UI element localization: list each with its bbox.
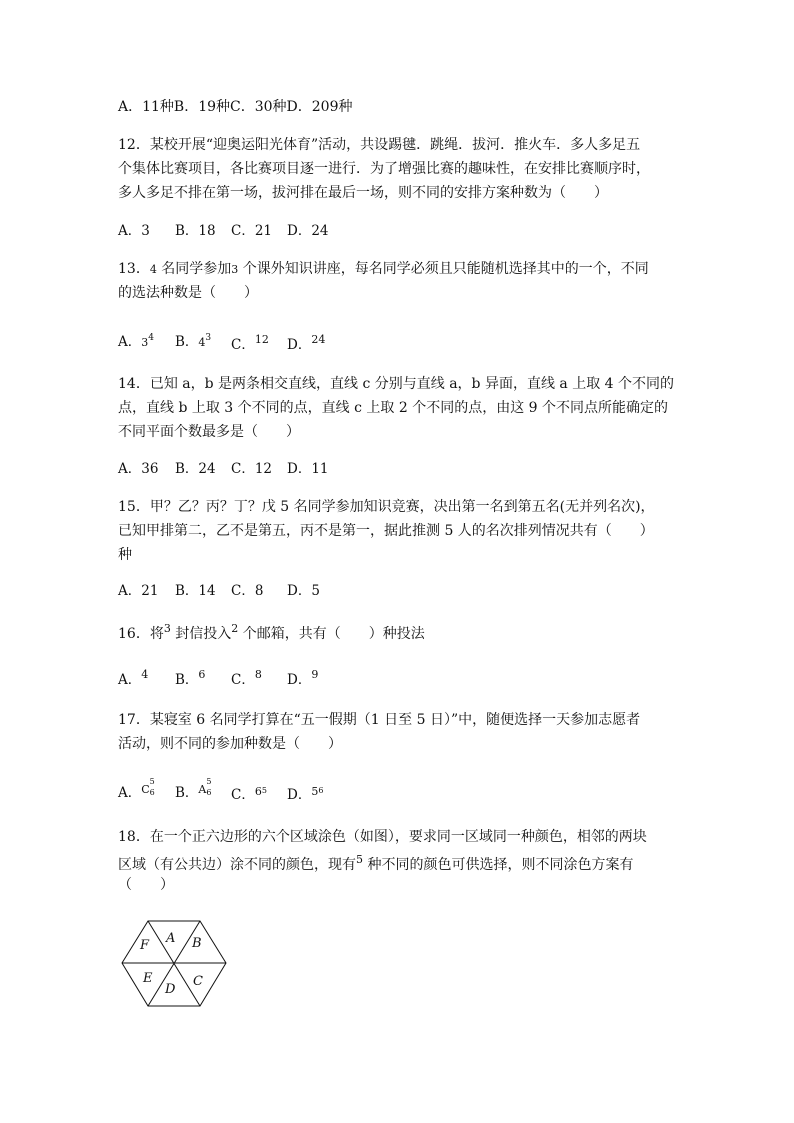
q18-text-line-1: 18．在一个正六边形的六个区域涂色（如图），要求同一区域同一种颜色，相邻的两块 [118,829,647,845]
q15-text-line-1: 15．甲？乙？丙？丁？戊 5 名同学参加知识竞赛，决出第一名到第五名(无并列名次)， [118,499,655,515]
q13-option-d: D．$^{24}$ [287,333,326,353]
q16-text-line-1: 16．将$^3$ 封信投入$^2$ 个邮箱，共有（ ）种投法 [118,622,425,642]
q15-option-a: A．21 [118,583,159,599]
q18-n-colors: 5 [356,853,363,866]
q18-text-line-3: （ ） [118,877,174,893]
q17-text-line-1: 17．某寝室 6 名同学打算在“五一假期（1 日至 5 日）”中，随便选择一天参加志愿者 [118,712,641,728]
q14-option-a: A．36 [118,461,159,477]
q13-option-a: A．$3^4$ [118,333,154,350]
q12-option-a: A．3 [118,223,150,239]
region-label-d: D [165,982,176,997]
region-label-c: C [193,974,203,989]
q17-text-line-2: 活动，则不同的参加种数是（ ） [118,736,342,752]
q15-text-line-3: 种 [118,547,132,563]
q14-text-line-3: 不同平面个数最多是（ ） [118,424,300,440]
q13-prefix: 13． [118,261,150,277]
q17-option-a: A．$^C$ 5 6 [118,777,155,801]
q12-text-line-3: 多人多足不排在第一场，拔河排在最后一场，则不同的安排方案种数为（ ） [118,185,608,201]
q13-text-line-2: 的选法种数是（ ） [118,285,258,301]
q16-n-boxes: 2 [231,622,239,635]
q11-options: A．11种B．19种C．30种D．209种 [118,99,353,115]
region-label-f: F [140,938,150,953]
q13-text-line-1 [118,262,649,276]
q14-text-line-1: 14．已知 a，b 是两条相交直线，直线 c 分别与直线 a，b 异面，直线 a 上取 4 个不同的 [118,376,675,392]
q14-text-line-2: 点，直线 b 上取 3 个不同的点，直线 c 上取 2 个不同的点，由这 9 个不同点所能确定的 [118,400,669,416]
hexagon-figure [118,918,230,1014]
q13-suffix: 个课外知识讲座，每名同学必须且只能随机选择其中的一个，不同 [238,261,649,277]
q14-option-c: C．12 [231,461,273,477]
q15-option-b: B．14 [175,583,216,599]
q12-option-c: C．21 [231,223,273,239]
q17-option-c: C．$^{65}$ [231,785,267,803]
q15-option-c: C．8 [231,583,264,599]
q15-option-d: D．5 [287,583,320,599]
q12-option-b: B．18 [175,223,216,239]
q16-option-c: C．$^8$ [231,668,262,688]
q16-option-b: B．$^6$ [175,668,206,688]
q16-option-d: D．$^9$ [287,668,319,688]
q13-n-students: 4 [149,263,157,276]
q12-option-d: D．24 [287,223,329,239]
q12-text-line-1: 12．某校开展“迎奥运阳光体育”活动，共设踢毽．跳绳．拔河．推火车．多人多足五 [118,137,641,153]
region-label-e: E [143,971,153,986]
q13-mid: 名同学参加 [156,261,232,277]
q17-option-b: B．$^A$ 5 6 [175,777,212,801]
q17-option-d: D．$^{56}$ [287,785,324,803]
q12-text-line-2: 个集体比赛项目，各比赛项目逐一进行．为了增强比赛的趣味性，在安排比赛顺序时， [118,161,650,177]
q14-option-d: D．11 [287,461,329,477]
q13-option-b: B．$4^3$ [175,333,212,350]
region-label-a: A [166,931,176,946]
q18-text-line-2: 区域（有公共边）涂不同的颜色，现有$^5$ 种不同的颜色可供选择，则不同涂色方案有 [118,853,634,873]
region-label-b: B [192,936,202,951]
q14-option-b: B．24 [175,461,216,477]
q16-option-a: A．$^4$ [118,668,149,688]
q13-option-c: C．$^{12}$ [231,333,269,353]
q16-n-letters: 3 [163,622,171,635]
q15-text-line-2: 已知甲排第二，乙不是第五，丙不是第一，据此推测 5 人的名次排列情况共有（ ） [118,523,654,539]
q13-n-lectures: 3 [231,263,239,276]
